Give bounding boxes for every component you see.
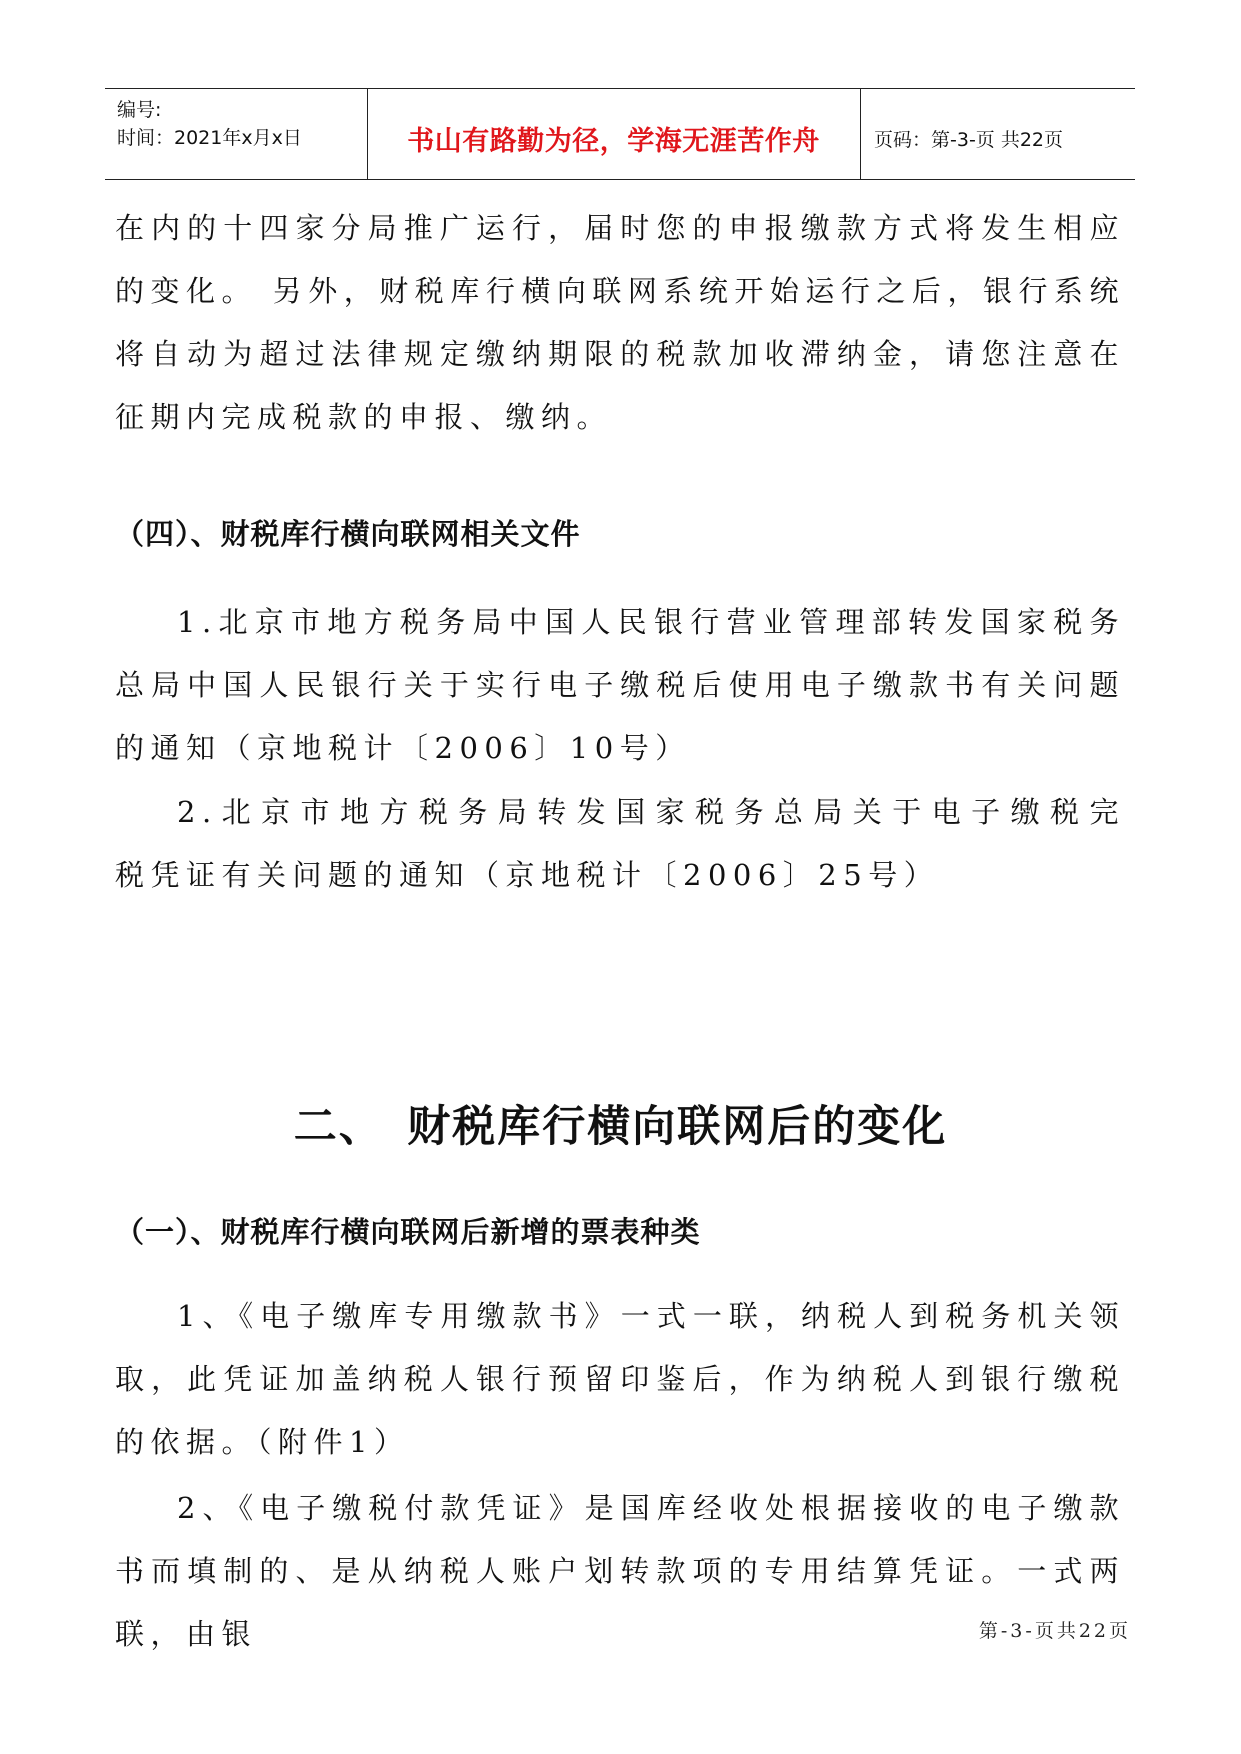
header-left-cell bbox=[105, 89, 368, 179]
form-type-item-1: 1、《电子缴库专用缴款书》一式一联，纳税人到税务机关领取，此凭证加盖纳税人银行预留印鉴后，作为纳税人到银行缴税的依据。（附件1） bbox=[115, 1299, 1125, 1459]
body-paragraph: 在内的十四家分局推广运行，届时您的申报缴款方式将发生相应的变化。 另外，财税库行横向联网系统开始运行之后，银行系统将自动为超过法律规定缴纳期限的税款加收滞纳金，请您注意在征期内完成税款的申报、缴纳。 bbox=[115, 211, 1125, 434]
document-item-1: 1.北京市地方税务局中国人民银行营业管理部转发国家税务总局中国人民银行关于实行电子缴税后使用电子缴款书有关问题的通知（京地税计〔2006〕10号） bbox=[115, 605, 1125, 765]
number-label: 编号: bbox=[117, 99, 162, 121]
header-motto: 书山有路勤为径，学海无涯苦作舟 bbox=[407, 126, 820, 157]
subheading-one: （一）、财税库行横向联网后新增的票表种类 bbox=[115, 1215, 701, 1249]
header-page-ref: 页码：第-3-页 共22页 bbox=[874, 129, 1064, 151]
form-type-item-2: 2、《电子缴税付款凭证》是国库经收处根据接收的电子缴款书而填制的、是从纳税人账户划转款项的专用结算凭证。一式两联，由银 bbox=[115, 1491, 1125, 1651]
subheading-four: （四）、财税库行横向联网相关文件 bbox=[115, 517, 581, 551]
page-header bbox=[105, 88, 1135, 180]
header-right-cell bbox=[860, 89, 1135, 179]
page-footer: 第-3-页共22页 bbox=[978, 1620, 1131, 1642]
document-item-2: 2.北京市地方税务局转发国家税务总局关于电子缴税完 税凭证有关问题的通知（京地税计〔2006〕25号） bbox=[115, 795, 1197, 892]
time-label: 时间：2021年x月x日 bbox=[117, 127, 302, 149]
section-title: 二、 财税库行横向联网后的变化 bbox=[293, 1102, 948, 1152]
header-middle-cell bbox=[367, 89, 861, 179]
